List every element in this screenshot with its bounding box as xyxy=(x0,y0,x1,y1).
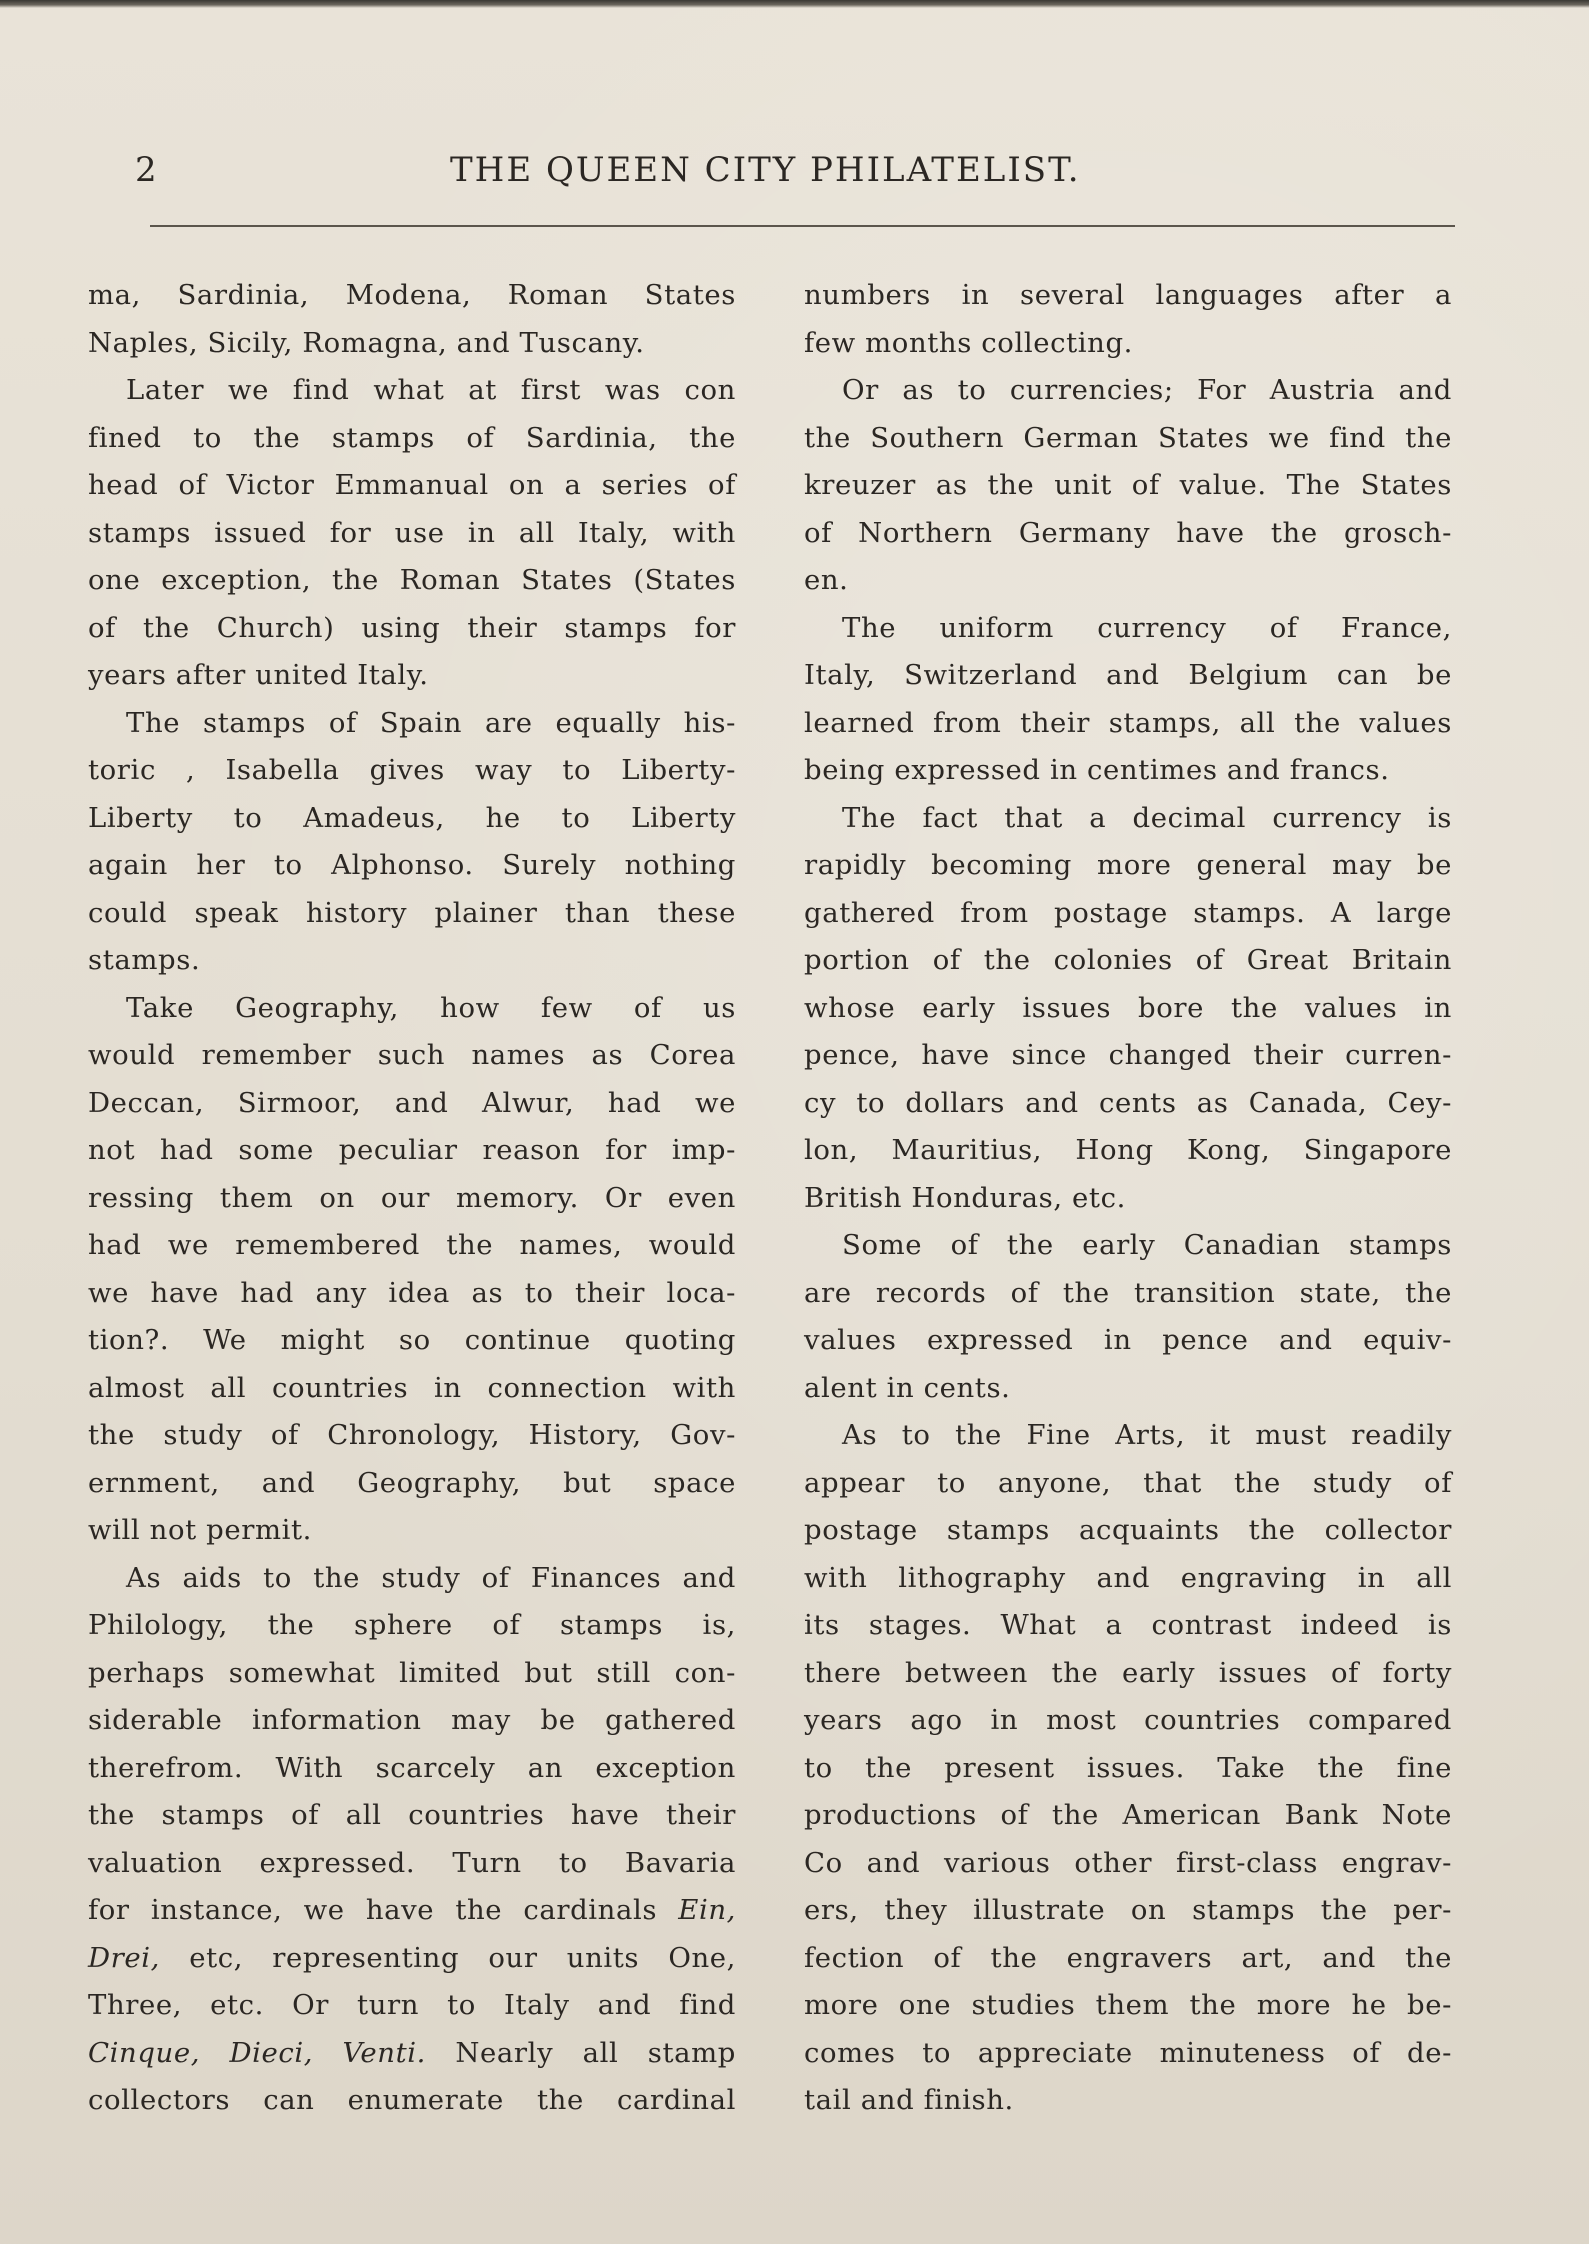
text-line xyxy=(804,1887,1452,1935)
text-line xyxy=(804,510,1452,558)
text-line xyxy=(88,2077,736,2125)
text-line xyxy=(804,1270,1452,1318)
text-line xyxy=(88,1887,736,1935)
line-text: of the Church) using their stamps for xyxy=(88,611,736,644)
text-line xyxy=(804,415,1452,463)
line-text: the Southern German States we find the xyxy=(804,421,1452,454)
text-line xyxy=(88,1270,736,1318)
text-line xyxy=(804,2077,1452,2125)
italic-text: Ein, xyxy=(678,1894,736,1926)
text-line xyxy=(804,557,1452,605)
text-line xyxy=(804,1602,1452,1650)
line-text: etc, representing our units One, xyxy=(160,1941,736,1974)
line-text: portion of the colonies of Great Britain xyxy=(804,944,1452,976)
text-line xyxy=(88,1460,736,1508)
text-line xyxy=(88,557,736,605)
line-text: had we remembered the names, would xyxy=(88,1229,736,1261)
text-line xyxy=(88,415,736,463)
text-line xyxy=(804,1127,1452,1175)
line-text: are records of the transition state, the xyxy=(804,1276,1452,1309)
line-text: Three, etc. Or turn to Italy and find xyxy=(88,1989,736,2021)
text-line xyxy=(804,747,1452,795)
line-text: tail and finish. xyxy=(804,2084,1014,2116)
text-line xyxy=(804,1650,1452,1698)
text-line xyxy=(88,1317,736,1365)
text-line xyxy=(804,1222,1452,1270)
line-text: ers, they illustrate on stamps the per- xyxy=(804,1894,1452,1926)
text-line xyxy=(88,510,736,558)
line-text: rapidly becoming more general may be xyxy=(804,849,1452,881)
line-text: values expressed in pence and equiv- xyxy=(804,1324,1452,1356)
line-text: we have had any idea as to their loca- xyxy=(88,1276,736,1309)
line-text: alent in cents. xyxy=(804,1371,1011,1404)
text-line xyxy=(88,462,736,510)
text-line xyxy=(88,1935,736,1983)
text-line xyxy=(88,1412,736,1460)
line-text: whose early issues bore the values in xyxy=(804,991,1452,1024)
left-text-column xyxy=(88,272,736,2125)
text-line xyxy=(88,1080,736,1128)
line-text: Later we find what at first was con xyxy=(126,374,736,406)
text-line xyxy=(804,1032,1452,1080)
text-line xyxy=(804,1460,1452,1508)
line-text: for instance, we have the cardinals xyxy=(88,1894,679,1926)
text-line xyxy=(804,1745,1452,1793)
line-text: productions of the American Bank Note xyxy=(804,1799,1452,1831)
text-line xyxy=(804,1412,1452,1460)
line-text: numbers in several languages after a xyxy=(804,279,1452,311)
text-line xyxy=(804,652,1452,700)
line-text: kreuzer as the unit of value. The States xyxy=(804,469,1452,501)
text-line xyxy=(804,320,1452,368)
text-line xyxy=(804,937,1452,985)
text-line xyxy=(804,1935,1452,1983)
text-line xyxy=(88,367,736,415)
page-number: 2 xyxy=(135,150,158,190)
line-text: collectors can enumerate the cardinal xyxy=(88,2084,736,2116)
text-line xyxy=(88,1602,736,1650)
line-text: Co and various other first-class engrav- xyxy=(804,1846,1452,1879)
line-text: valuation expressed. Turn to Bavaria xyxy=(88,1846,736,1879)
line-text: As to the Fine Arts, it must readily xyxy=(842,1419,1452,1451)
line-text: As aids to the study of Finances and xyxy=(126,1561,736,1594)
text-line xyxy=(804,272,1452,320)
text-line xyxy=(804,367,1452,415)
line-text: would remember such names as Corea xyxy=(88,1039,736,1071)
text-line xyxy=(88,652,736,700)
header-rule xyxy=(150,225,1455,227)
line-text: comes to appreciate minuteness of de- xyxy=(804,2036,1452,2069)
text-line xyxy=(804,1317,1452,1365)
line-text: few months collecting. xyxy=(804,326,1134,359)
text-line xyxy=(804,2030,1452,2078)
text-line xyxy=(804,1840,1452,1888)
text-line xyxy=(88,1127,736,1175)
text-line xyxy=(88,1555,736,1603)
line-text: Nearly all stamp xyxy=(426,2036,736,2069)
line-text: again her to Alphonso. Surely nothing xyxy=(88,849,736,881)
line-text: being expressed in centimes and francs. xyxy=(804,754,1390,786)
text-line xyxy=(88,747,736,795)
line-text: there between the early issues of forty xyxy=(804,1656,1452,1689)
text-line xyxy=(88,1697,736,1745)
line-text: The uniform currency of France, xyxy=(842,611,1452,644)
line-text: Naples, Sicily, Romagna, and Tuscany. xyxy=(88,326,645,359)
line-text: cy to dollars and cents as Canada, Cey- xyxy=(804,1086,1452,1119)
line-text: appear to anyone, that the study of xyxy=(804,1466,1452,1499)
line-text: lon, Mauritius, Hong Kong, Singapore xyxy=(804,1134,1452,1166)
text-line xyxy=(88,1745,736,1793)
line-text: stamps issued for use in all Italy, with xyxy=(88,516,736,549)
line-text: will not permit. xyxy=(88,1514,313,1546)
line-text: The fact that a decimal currency is xyxy=(842,801,1452,834)
line-text: postage stamps acquaints the collector xyxy=(804,1514,1452,1546)
line-text: Liberty to Amadeus, he to Liberty xyxy=(88,801,736,834)
italic-text: Cinque, Dieci, Venti. xyxy=(88,2036,427,2069)
text-line xyxy=(88,1222,736,1270)
line-text: ernment, and Geography, but space xyxy=(88,1466,736,1499)
text-line xyxy=(88,1792,736,1840)
line-text: ma, Sardinia, Modena, Roman States xyxy=(88,279,736,311)
line-text: tion?. We might so continue quoting xyxy=(88,1324,736,1356)
line-text: the stamps of all countries have their xyxy=(88,1799,736,1831)
line-text: toric , Isabella gives way to Liberty- xyxy=(88,754,736,786)
line-text: Italy, Switzerland and Belgium can be xyxy=(804,659,1452,691)
text-line xyxy=(88,937,736,985)
line-text: the study of Chronology, History, Gov- xyxy=(88,1419,736,1451)
text-line xyxy=(804,890,1452,938)
text-line xyxy=(804,1982,1452,2030)
text-line xyxy=(88,1365,736,1413)
line-text: one exception, the Roman States (States xyxy=(88,564,736,596)
text-line xyxy=(804,700,1452,748)
line-text: Philology, the sphere of stamps is, xyxy=(88,1609,736,1641)
text-line xyxy=(88,1982,736,2030)
text-line xyxy=(804,462,1452,510)
text-line xyxy=(804,1365,1452,1413)
line-text: with lithography and engraving in all xyxy=(804,1561,1452,1594)
text-line xyxy=(88,700,736,748)
text-line xyxy=(804,1555,1452,1603)
text-line xyxy=(88,842,736,890)
text-line xyxy=(804,1175,1452,1223)
line-text: years ago in most countries compared xyxy=(804,1704,1452,1736)
line-text: to the present issues. Take the fine xyxy=(804,1751,1452,1784)
line-text: years after united Italy. xyxy=(88,659,429,691)
line-text: pence, have since changed their curren- xyxy=(804,1039,1452,1071)
line-text: ressing them on our memory. Or even xyxy=(88,1181,736,1214)
text-line xyxy=(804,1792,1452,1840)
page-top-edge xyxy=(0,0,1589,8)
line-text: fined to the stamps of Sardinia, the xyxy=(88,421,736,454)
line-text: Deccan, Sirmoor, and Alwur, had we xyxy=(88,1086,736,1119)
text-line xyxy=(88,1840,736,1888)
line-text: could speak history plainer than these xyxy=(88,896,736,929)
text-line xyxy=(88,795,736,843)
text-line xyxy=(804,1507,1452,1555)
journal-title: THE QUEEN CITY PHILATELIST. xyxy=(450,150,1081,190)
line-text: The stamps of Spain are equally his- xyxy=(126,706,736,739)
line-text: almost all countries in connection with xyxy=(88,1371,736,1404)
right-text-column xyxy=(804,272,1452,2125)
line-text: not had some peculiar reason for imp- xyxy=(88,1134,736,1166)
text-line xyxy=(804,1697,1452,1745)
line-text: head of Victor Emmanual on a series of xyxy=(88,469,736,501)
line-text: more one studies them the more he be- xyxy=(804,1989,1452,2021)
line-text: its stages. What a contrast indeed is xyxy=(804,1609,1452,1641)
line-text: gathered from postage stamps. A large xyxy=(804,896,1452,929)
italic-text: Drei, xyxy=(88,1941,161,1974)
text-line xyxy=(88,605,736,653)
text-line xyxy=(88,272,736,320)
line-text: fection of the engravers art, and the xyxy=(804,1941,1452,1974)
line-text: learned from their stamps, all the values xyxy=(804,706,1452,739)
text-line xyxy=(804,985,1452,1033)
text-line xyxy=(804,795,1452,843)
line-text: Take Geography, how few of us xyxy=(126,991,736,1024)
running-header xyxy=(130,150,1470,200)
line-text: British Honduras, etc. xyxy=(804,1181,1126,1214)
text-line xyxy=(88,1032,736,1080)
line-text: stamps. xyxy=(88,944,201,976)
text-line xyxy=(804,842,1452,890)
text-line xyxy=(88,890,736,938)
text-line xyxy=(88,2030,736,2078)
line-text: Or as to currencies; For Austria and xyxy=(842,374,1452,406)
line-text: en. xyxy=(804,564,849,596)
text-line xyxy=(804,605,1452,653)
line-text: perhaps somewhat limited but still con- xyxy=(88,1656,736,1689)
line-text: of Northern Germany have the grosch- xyxy=(804,516,1452,549)
line-text: siderable information may be gathered xyxy=(88,1704,736,1736)
text-line xyxy=(804,1080,1452,1128)
text-line xyxy=(88,1175,736,1223)
text-line xyxy=(88,1507,736,1555)
text-line xyxy=(88,1650,736,1698)
line-text: therefrom. With scarcely an exception xyxy=(88,1751,736,1784)
line-text: Some of the early Canadian stamps xyxy=(842,1229,1452,1261)
text-line xyxy=(88,985,736,1033)
text-line xyxy=(88,320,736,368)
